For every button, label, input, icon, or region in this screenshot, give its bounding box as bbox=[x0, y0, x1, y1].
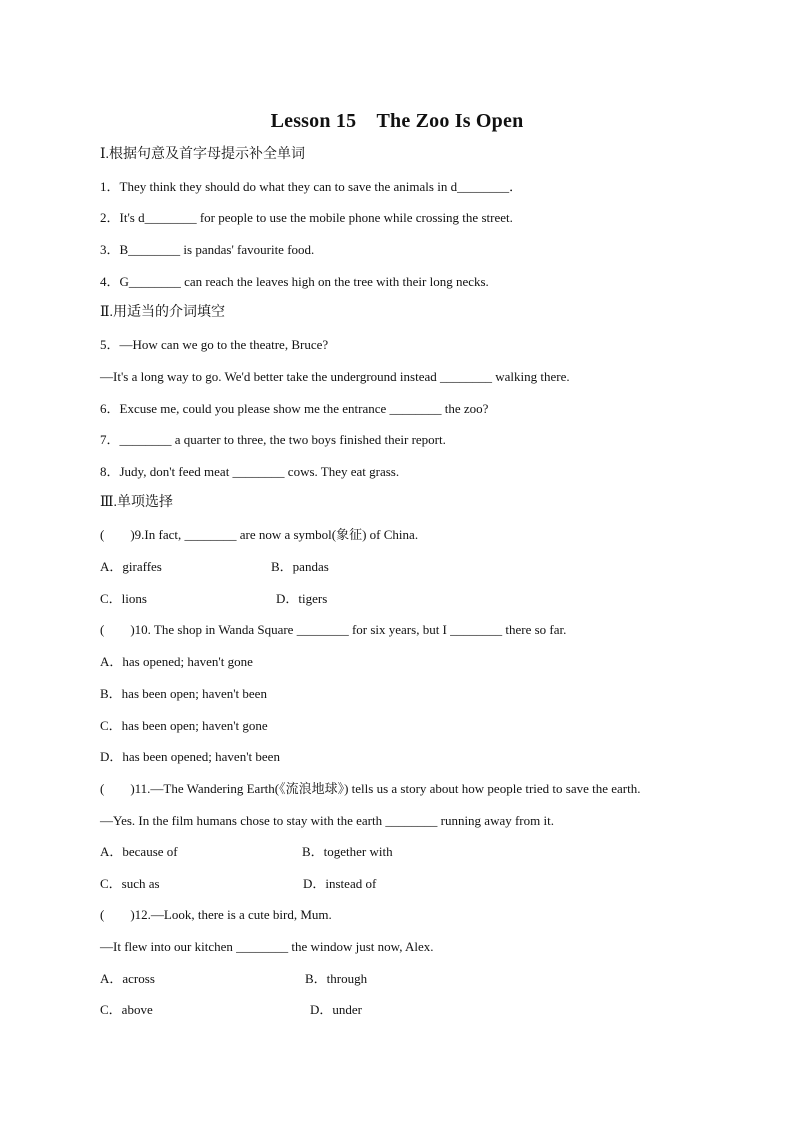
question-9: ( )9.In fact, ________ are now a symbol(象征) of China. bbox=[100, 527, 419, 542]
question-12-option-d: D．under bbox=[310, 1002, 362, 1017]
question-2: 2．It's d________ for people to use the mobile phone while crossing the street. bbox=[100, 210, 513, 225]
question-11-option-b: B．together with bbox=[302, 844, 393, 859]
question-9-option-d: D．tigers bbox=[276, 591, 328, 606]
section-heading-3: Ⅲ.单项选择 bbox=[100, 495, 174, 510]
question-12: ( )12.—Look, there is a cute bird, Mum. bbox=[100, 907, 332, 922]
page-title: Lesson 15 The Zoo Is Open bbox=[270, 110, 524, 132]
question-9-option-a: A．giraffes bbox=[100, 559, 162, 574]
section-heading-2: Ⅱ.用适当的介词填空 bbox=[100, 305, 226, 320]
question-12-option-b: B．through bbox=[305, 971, 368, 986]
question-11-option-c: C．such as bbox=[100, 876, 160, 891]
question-10-option-a: A．has opened; haven't gone bbox=[100, 654, 253, 669]
section-heading-1: Ⅰ.根据句意及首字母提示补全单词 bbox=[100, 147, 306, 162]
question-11: ( )11.—The Wandering Earth(《流浪地球》) tells us a story about how people tried to save the earth. bbox=[100, 781, 641, 796]
question-1: 1．They think they should do what they can to save the animals in d________． bbox=[100, 179, 523, 194]
question-11-option-a: A．because of bbox=[100, 844, 178, 859]
question-10: ( )10. The shop in Wanda Square ________ for six years, but I ________ there so far. bbox=[100, 622, 567, 637]
question-4: 4．G________ can reach the leaves high on the tree with their long necks. bbox=[100, 274, 489, 289]
question-10-option-d: D．has been opened; haven't been bbox=[100, 749, 280, 764]
question-6: 6．Excuse me, could you please show me the entrance ________ the zoo? bbox=[100, 401, 489, 416]
question-12-reply: —It flew into our kitchen ________ the window just now, Alex. bbox=[100, 939, 434, 954]
question-5: 5．—How can we go to the theatre, Bruce? bbox=[100, 337, 329, 352]
question-3: 3．B________ is pandas' favourite food. bbox=[100, 242, 315, 257]
question-11-reply: —Yes. In the film humans chose to stay with the earth ________ running away from it. bbox=[100, 813, 554, 828]
question-9-option-b: B．pandas bbox=[271, 559, 329, 574]
question-5-reply: —It's a long way to go. We'd better take the underground instead ________ walking there. bbox=[100, 369, 570, 384]
question-11-option-d: D．instead of bbox=[303, 876, 377, 891]
question-7: 7．________ a quarter to three, the two boys finished their report. bbox=[100, 432, 446, 447]
question-12-option-c: C．above bbox=[100, 1002, 153, 1017]
question-8: 8．Judy, don't feed meat ________ cows. They eat grass. bbox=[100, 464, 400, 479]
question-9-option-c: C．lions bbox=[100, 591, 147, 606]
question-10-option-b: B．has been open; haven't been bbox=[100, 686, 267, 701]
question-10-option-c: C．has been open; haven't gone bbox=[100, 718, 268, 733]
question-12-option-a: A．across bbox=[100, 971, 155, 986]
